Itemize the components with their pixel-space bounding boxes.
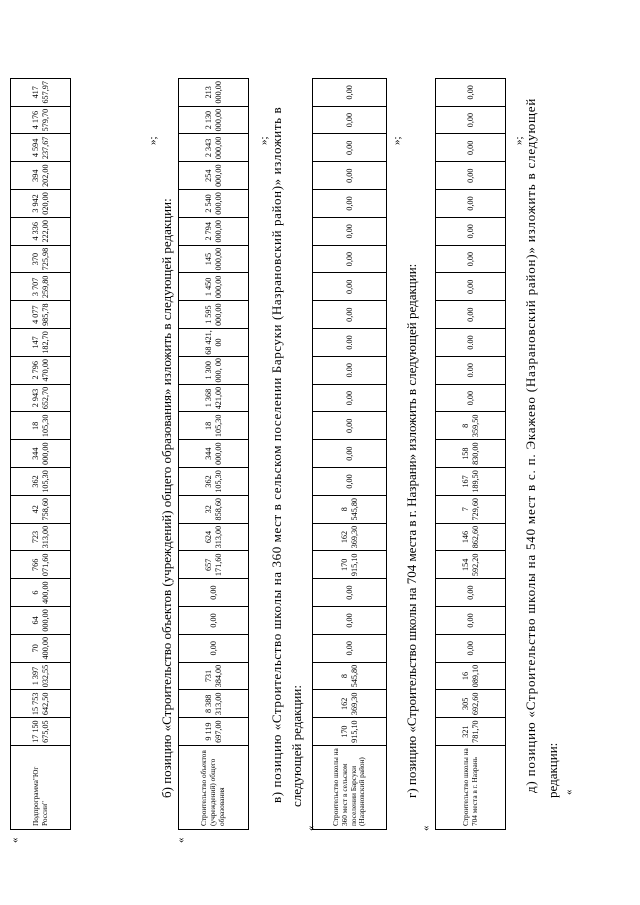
table-school-704	[435, 78, 506, 830]
table-cell: 1 450 000,00	[179, 273, 249, 301]
table-cell: 0.00	[313, 356, 387, 384]
paragraph-g: г) позицию «Строительство школы на 704 места в г. Назрани» изложить в следующей редакции:	[404, 263, 419, 798]
paragraph-v-line1: в) позицию «Строительство школы на 360 мест в сельском поселении Барсуки (Назрановский район)» изложить в	[269, 106, 284, 803]
table-cell: 0,00	[436, 579, 506, 607]
paragraph-d-line1: д) позицию «Строительство школы на 540 мест в с. п. Экажево (Назрановский район)» изложить в следующей	[523, 97, 538, 793]
table-cell: 8 359,50	[436, 412, 506, 440]
opening-quote: «	[420, 825, 432, 831]
paragraph-v-line2: следующей редакции:	[289, 685, 304, 807]
table-cell: 0,00	[313, 162, 387, 190]
table-cell: 68 421, 00	[179, 329, 249, 357]
table-cell: 7 729,60	[436, 495, 506, 523]
table-cell: 0,00	[436, 384, 506, 412]
table-cell: 170 915,10	[313, 551, 387, 579]
table-cell: 154 592,20	[436, 551, 506, 579]
table-cell: 0,00	[313, 412, 387, 440]
table-row	[313, 78, 387, 829]
table-cell: 18 105,30	[11, 412, 71, 440]
table-cell: 2 943 652,70	[11, 384, 71, 412]
row-label: Подпрограмма"Юг России"	[11, 746, 71, 830]
paragraph-b: б) позицию «Строительство объектов (учреждений) общего образования» изложить в следующей редакции:	[159, 198, 174, 798]
table-cell: 0,00	[313, 301, 387, 329]
opening-quote: «	[563, 789, 575, 795]
table-cell: 6 400,00	[11, 579, 71, 607]
closing-quote: »;	[258, 136, 270, 145]
table-cell: 0,00	[313, 607, 387, 635]
table-cell: 305 692,60	[436, 690, 506, 718]
table-cell: 42 758,60	[11, 495, 71, 523]
table-cell: 213 000,00	[179, 78, 249, 106]
table-cell: 0,00	[179, 607, 249, 635]
table-cell: 0,00	[313, 190, 387, 218]
table-cell: 32 858,60	[179, 495, 249, 523]
table-cell: 362 105,30	[11, 468, 71, 496]
table-cell: 0,00	[313, 134, 387, 162]
row-label: Строительство школы на 360 мест в сельском поселении Барсуки (Назрановский район)	[313, 746, 387, 830]
paragraph-d-line2: редакции:	[545, 742, 560, 798]
table-cell: 394 202,00	[11, 162, 71, 190]
table-cell: 0,00	[313, 634, 387, 662]
table-cell: 0.00	[436, 356, 506, 384]
table-cell: 0,00	[436, 106, 506, 134]
table-cell: 1 397 032,55	[11, 662, 71, 690]
row-label: Строительство школы на 704 места в г. Назрань	[436, 746, 506, 830]
table-cell: 0,00	[313, 78, 387, 106]
table-cell: 16 089,10	[436, 662, 506, 690]
table-cell: 18 105,30	[179, 412, 249, 440]
table-cell: 4 176 579,70	[11, 106, 71, 134]
table-school-objects	[178, 78, 249, 830]
table-cell: 0,00	[436, 301, 506, 329]
table-cell: 2 794 000,00	[179, 217, 249, 245]
table-cell: 0,00	[313, 579, 387, 607]
table-cell: 3 707 259,80	[11, 273, 71, 301]
table-cell: 147 182,70	[11, 329, 71, 357]
table-cell: 2 540 000,00	[179, 190, 249, 218]
table-cell: 362 105,30	[179, 468, 249, 496]
table-cell: 0,00	[436, 190, 506, 218]
table-cell: 8 388 313,00	[179, 690, 249, 718]
closing-quote: »;	[147, 136, 159, 145]
table-cell: 0,00	[436, 607, 506, 635]
table-cell: 1 368 421,00	[179, 384, 249, 412]
table-cell: 0,00	[313, 440, 387, 468]
table-cell: 8 545,80	[313, 662, 387, 690]
table-row	[179, 78, 249, 829]
table-cell: 15 753 642,50	[11, 690, 71, 718]
table-cell: 146 862,60	[436, 523, 506, 551]
table-cell: 0,00	[313, 384, 387, 412]
table-cell: 0,00	[436, 162, 506, 190]
table-school-360	[312, 78, 387, 830]
table-cell: 731 384,00	[179, 662, 249, 690]
table-cell: 4 336 222,00	[11, 217, 71, 245]
table-cell: 2 130 000,00	[179, 106, 249, 134]
table-cell: 0.00	[313, 329, 387, 357]
row-label: Строительство объектов (учреждений) общего образования	[179, 746, 249, 830]
table-cell: 0,00	[313, 217, 387, 245]
table-cell: 657 171,60	[179, 551, 249, 579]
table-cell: 2 343 000,00	[179, 134, 249, 162]
table-cell: 0,00	[436, 78, 506, 106]
table-cell: 3 942 020,00	[11, 190, 71, 218]
table-cell: 0,00	[313, 468, 387, 496]
table-cell: 0,00	[436, 134, 506, 162]
opening-quote: «	[305, 825, 317, 831]
table-cell: 254 000,00	[179, 162, 249, 190]
table-cell: 8 545,80	[313, 495, 387, 523]
table-cell: 2 796 470,00	[11, 356, 71, 384]
table-cell: 4 077 985,78	[11, 301, 71, 329]
table-cell: 0,00	[436, 245, 506, 273]
closing-quote: »;	[513, 136, 525, 145]
table-cell: 344 000,00	[11, 440, 71, 468]
table-cell: 0.00	[436, 329, 506, 357]
table-cell: 0,00	[313, 245, 387, 273]
opening-quote: «	[175, 837, 187, 843]
table-cell: 17 150 675,05	[11, 718, 71, 746]
table-cell: 1 595 000,00	[179, 301, 249, 329]
table-yug-rossii	[10, 78, 71, 830]
table-row	[436, 78, 506, 829]
table-cell: 167 189,50	[436, 468, 506, 496]
table-cell: 370 725,98	[11, 245, 71, 273]
table-cell: 158 830,00	[436, 440, 506, 468]
table-cell: 162 369,30	[313, 690, 387, 718]
table-cell: 9 119 697,00	[179, 718, 249, 746]
table-cell: 0,00	[436, 273, 506, 301]
table-cell: 0,00	[179, 579, 249, 607]
closing-quote: »;	[391, 136, 403, 145]
table-cell: 766 071,60	[11, 551, 71, 579]
table-cell: 0,00	[313, 273, 387, 301]
table-cell: 321 781,70	[436, 718, 506, 746]
table-cell: 4 594 237,67	[11, 134, 71, 162]
opening-quote: «	[9, 837, 21, 843]
table-row	[11, 78, 71, 829]
table-cell: 70 400,00	[11, 634, 71, 662]
table-cell: 624 313,00	[179, 523, 249, 551]
table-cell: 0,00	[313, 106, 387, 134]
table-cell: 170 915,10	[313, 718, 387, 746]
table-cell: 64 000,00	[11, 607, 71, 635]
table-cell: 145 000,00	[179, 245, 249, 273]
table-cell: 162 369,30	[313, 523, 387, 551]
table-cell: 0,00	[436, 217, 506, 245]
table-cell: 417 657,97	[11, 78, 71, 106]
table-cell: 0,00	[179, 634, 249, 662]
table-cell: 0,00	[436, 634, 506, 662]
table-cell: 1 300 000, 00	[179, 356, 249, 384]
table-cell: 723 313,00	[11, 523, 71, 551]
table-cell: 344 000,00	[179, 440, 249, 468]
